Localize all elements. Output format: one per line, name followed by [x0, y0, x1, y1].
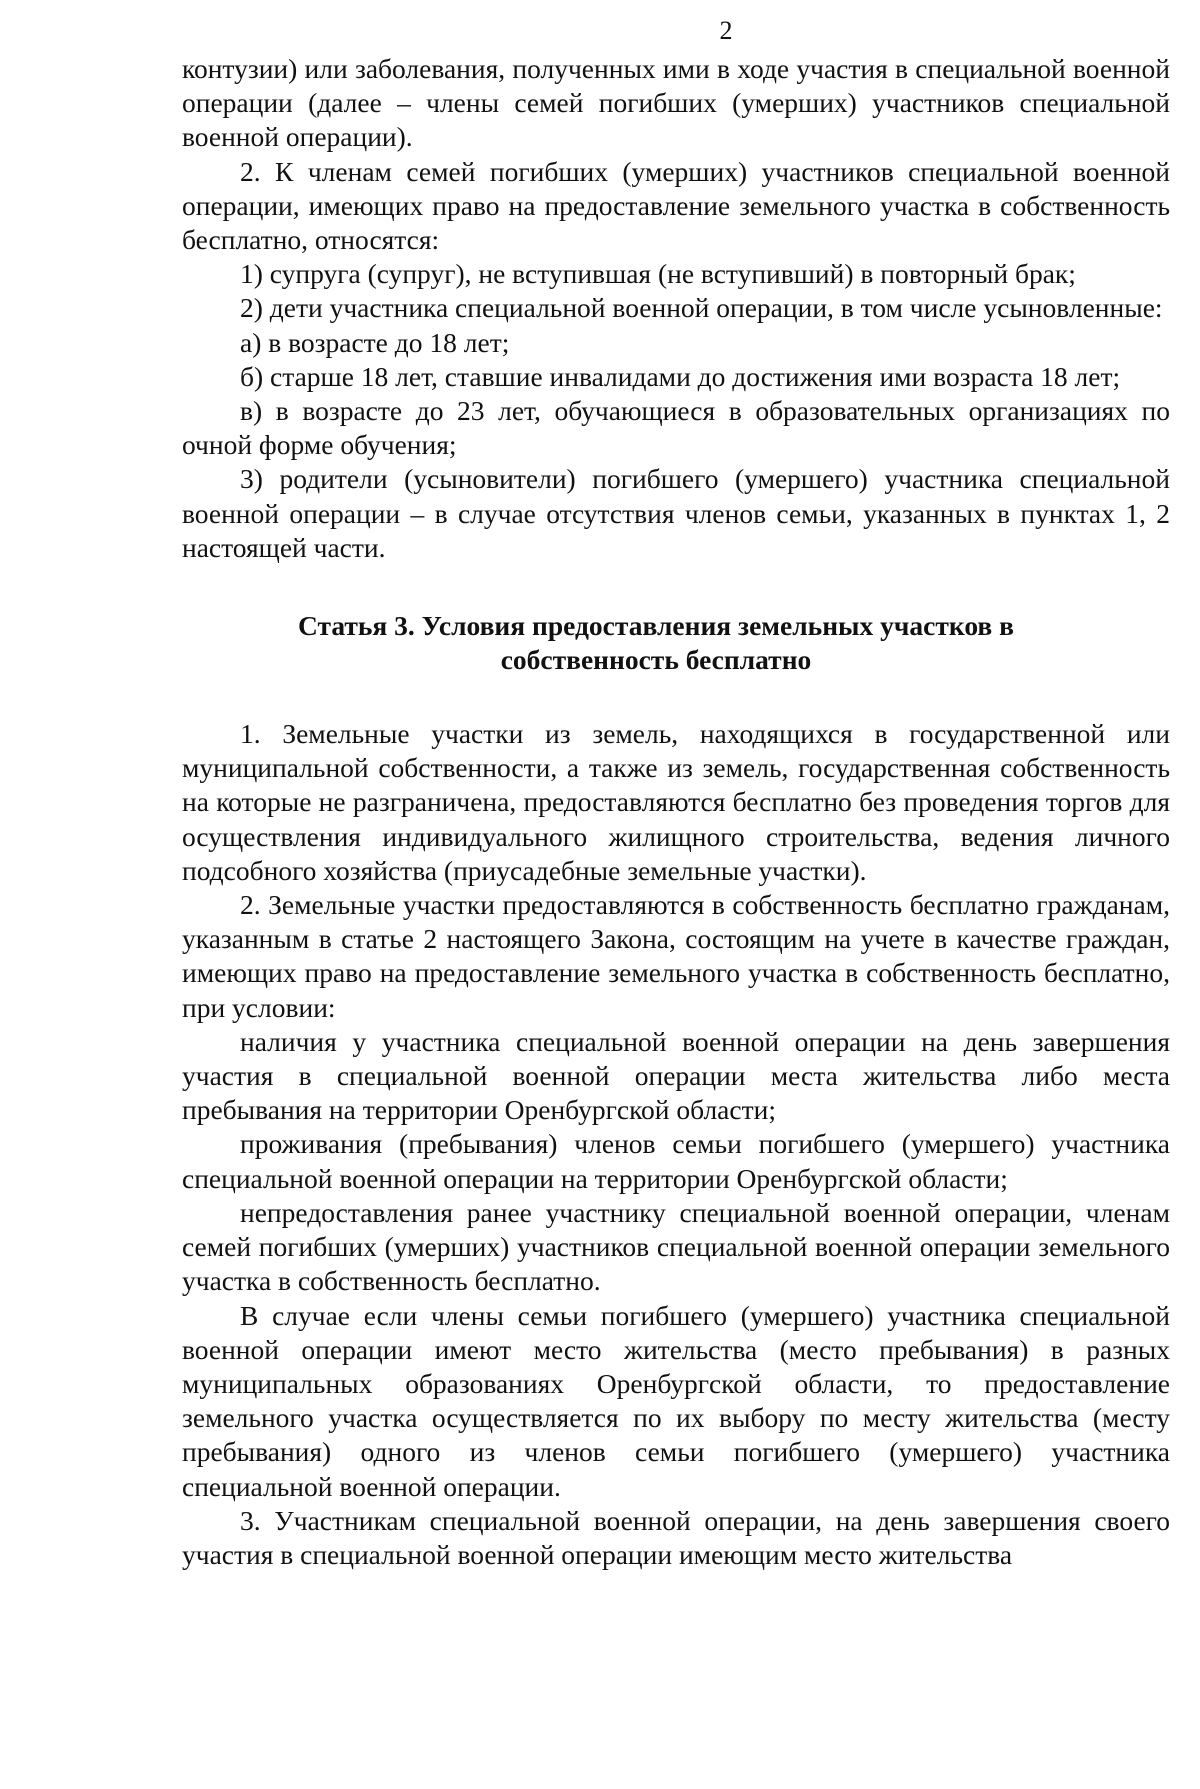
- article-title-line-1: Статья 3. Условия предоставления земельных участков в: [297, 610, 1014, 642]
- page-number: 2: [719, 16, 733, 45]
- condition-family-residence: проживания (пребывания) членов семьи погибшего (умершего) участника специальной военной операции на территории Оренбургской области;: [182, 1128, 1170, 1194]
- paragraph-article-3-part-1: 1. Земельные участки из земель, находящихся в государственной или муниципальной собственности, а также из земель, государственная собственность на которые не разграничена, предоставляются бесплатно без проведения торгов для осуществления индивидуального жилищного строительства, ведения личного подсобного хозяйства (приусадебные земельные участки).: [182, 718, 1170, 886]
- paragraph-article-3-part-3: 3. Участникам специальной военной операции, на день завершения своего участия в специальной военной операции имеющим место жительства: [182, 1504, 1170, 1570]
- sublist-item-v: в) в возрасте до 23 лет, обучающиеся в образовательных организациях по очной форме обучения;: [182, 395, 1170, 461]
- condition-not-previously-provided: непредоставления ранее участнику специальной военной операции, членам семей погибших (умерших) участников специальной военной операции земельного участка в собственность бесплатно.: [182, 1196, 1170, 1297]
- paragraph-different-municipalities: В случае если члены семьи погибшего (умершего) участника специальной военной операции имеют место жительства (место пребывания) в разных муниципальных образованиях Оренбургской области, то предоставление земельного участка осуществляется по их выбору по месту жительства (месту пребывания) одного из членов семьи погибшего (умершего) участника специальной военной операции.: [182, 1299, 1170, 1502]
- condition-residence: наличия у участника специальной военной операции на день завершения участия в специальной военной операции места жительства либо места пребывания на территории Оренбургской области;: [182, 1025, 1170, 1126]
- paragraph-part-2: 2. К членам семей погибших (умерших) участников специальной военной операции, имеющих право на предоставление земельного участка в собственность бесплатно, относятся:: [182, 155, 1170, 256]
- list-item-parents: 3) родители (усыновители) погибшего (умершего) участника специальной военной операции – в случае отсутствия членов семьи, указанных в пунктах 1, 2 настоящей части.: [182, 463, 1170, 563]
- paragraph-continuation: контузии) или заболевания, полученных ими в ходе участия в специальной военной операции (далее – члены семей погибших (умерших) участников специальной военной операции).: [182, 53, 1170, 153]
- article-title-line-2: собственность бесплатно: [500, 644, 812, 676]
- paragraph-article-3-part-2: 2. Земельные участки предоставляются в собственность бесплатно гражданам, указанным в статье 2 настоящего Закона, состоящим на учете в качестве граждан, имеющих право на предоставление земельного участка в собственность бесплатно, при условии:: [182, 889, 1170, 1023]
- sublist-item-a: а) в возрасте до 18 лет;: [240, 326, 510, 358]
- article-3-heading: [182, 609, 1170, 677]
- list-item-children: 2) дети участника специальной военной операции, в том числе усыновленные:: [240, 292, 1163, 324]
- sublist-item-b: б) старше 18 лет, ставшие инвалидами до достижения ими возраста 18 лет;: [240, 360, 1121, 392]
- list-item-spouse: 1) супруга (супруг), не вступившая (не вступивший) в повторный брак;: [240, 258, 1076, 290]
